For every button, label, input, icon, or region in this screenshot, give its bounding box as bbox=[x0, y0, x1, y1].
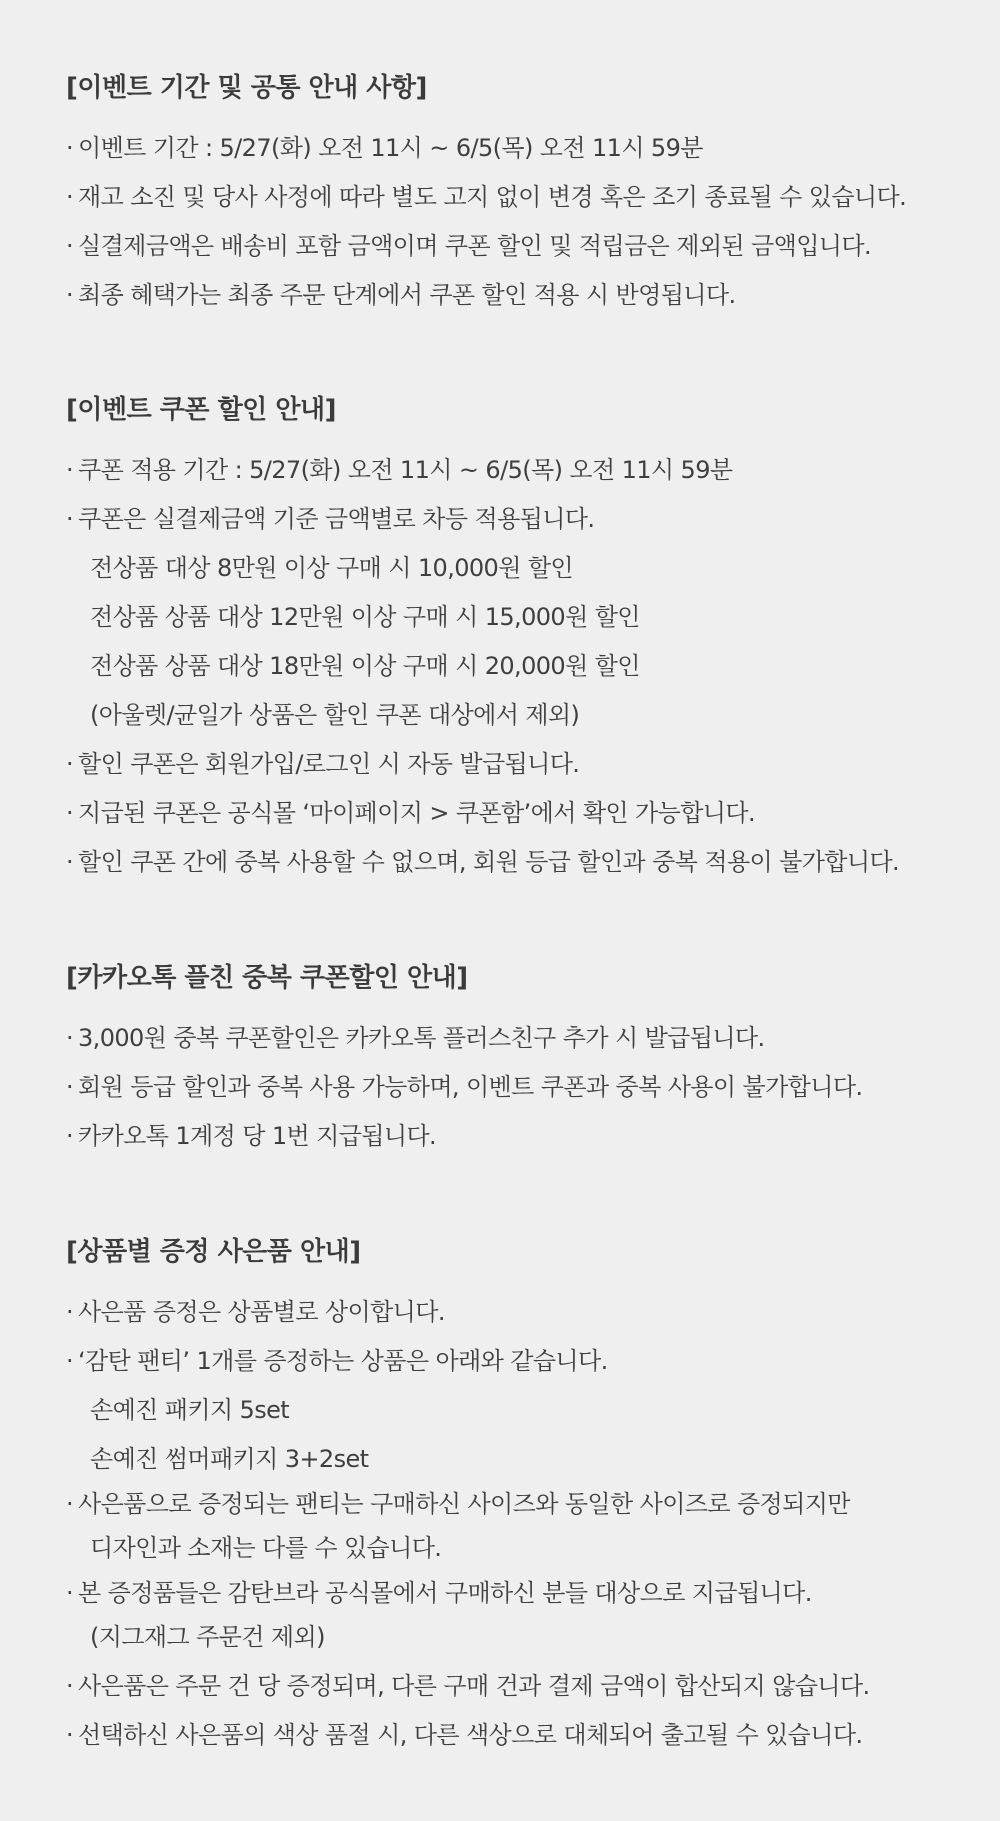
notice-continuation: 디자인과 소재는 다를 수 있습니다. bbox=[90, 1534, 442, 1562]
notice-line: · 사은품 증정은 상품별로 상이합니다. bbox=[66, 1288, 980, 1337]
section-event-coupon-notice bbox=[66, 390, 980, 887]
notice-line: · 최종 혜택가는 최종 주문 단계에서 쿠폰 할인 적용 시 반영됩니다. bbox=[66, 271, 980, 320]
bullet-icon: · bbox=[66, 505, 74, 533]
notice-line: · 실결제금액은 배송비 포함 금액이며 쿠폰 할인 및 적립금은 제외된 금액입니다. bbox=[66, 222, 980, 271]
bullet-icon: · bbox=[66, 1490, 74, 1518]
notice-subline: 전상품 상품 대상 18만원 이상 구매 시 20,000원 할인 bbox=[90, 652, 640, 680]
notice-line: · 본 증정품들은 감탄브라 공식몰에서 구매하신 분들 대상으로 지급됩니다. bbox=[66, 1573, 980, 1613]
section-title: [이벤트 기간 및 공통 안내 사항] bbox=[66, 73, 427, 103]
bullet-icon: · bbox=[66, 456, 74, 484]
notice-line: · 선택하신 사은품의 색상 품절 시, 다른 색상으로 대체되어 출고될 수 있습니다. bbox=[66, 1711, 980, 1760]
notice-line: · 3,000원 중복 쿠폰할인은 카카오톡 플러스친구 추가 시 발급됩니다. bbox=[66, 1014, 980, 1063]
section-gift-notice bbox=[66, 1232, 980, 1760]
bullet-icon: · bbox=[66, 1721, 74, 1749]
bullet-icon: · bbox=[66, 1073, 74, 1101]
notice-line: · 할인 쿠폰 간에 중복 사용할 수 없으며, 회원 등급 할인과 중복 적용이 불가합니다. bbox=[66, 838, 980, 887]
section-title: [상품별 증정 사은품 안내] bbox=[66, 1237, 361, 1267]
bullet-icon: · bbox=[66, 134, 74, 162]
notice-line: · 지급된 쿠폰은 공식몰 ‘마이페이지 > 쿠폰함’에서 확인 가능합니다. bbox=[66, 789, 980, 838]
bullet-icon: · bbox=[66, 750, 74, 778]
bullet-icon: · bbox=[66, 232, 74, 260]
notice-line: · 할인 쿠폰은 회원가입/로그인 시 자동 발급됩니다. bbox=[66, 740, 980, 789]
bullet-icon: · bbox=[66, 1347, 74, 1375]
section-event-common-notice bbox=[66, 68, 980, 320]
notice-continuation: (지그재그 주문건 제외) bbox=[90, 1623, 325, 1651]
section-title: [이벤트 쿠폰 할인 안내] bbox=[66, 395, 336, 425]
bullet-icon: · bbox=[66, 281, 74, 309]
bullet-icon: · bbox=[66, 183, 74, 211]
notice-line: · 사은품으로 증정되는 팬티는 구매하신 사이즈와 동일한 사이즈로 증정되지만 bbox=[66, 1484, 980, 1524]
notice-subline: (아울렛/균일가 상품은 할인 쿠폰 대상에서 제외) bbox=[90, 701, 580, 729]
bullet-icon: · bbox=[66, 799, 74, 827]
bullet-icon: · bbox=[66, 1579, 74, 1607]
notice-line: · 이벤트 기간 : 5/27(화) 오전 11시 ~ 6/5(목) 오전 11시 59분 bbox=[66, 124, 980, 173]
notice-subline: 전상품 대상 8만원 이상 구매 시 10,000원 할인 bbox=[90, 554, 574, 582]
bullet-icon: · bbox=[66, 848, 74, 876]
notice-line: · 쿠폰은 실결제금액 기준 금액별로 차등 적용됩니다. bbox=[66, 495, 980, 544]
bullet-icon: · bbox=[66, 1122, 74, 1150]
notice-subline: 손예진 썸머패키지 3+2set bbox=[90, 1445, 369, 1473]
notice-subline: 손예진 패키지 5set bbox=[90, 1396, 290, 1424]
section-title: [카카오톡 플친 중복 쿠폰할인 안내] bbox=[66, 963, 468, 993]
bullet-icon: · bbox=[66, 1298, 74, 1326]
notice-subline: 전상품 상품 대상 12만원 이상 구매 시 15,000원 할인 bbox=[90, 603, 640, 631]
notice-line: · 재고 소진 및 당사 사정에 따라 별도 고지 없이 변경 혹은 조기 종료될 수 있습니다. bbox=[66, 173, 980, 222]
notice-line: · ‘감탄 팬티’ 1개를 증정하는 상품은 아래와 같습니다. bbox=[66, 1337, 980, 1386]
bullet-icon: · bbox=[66, 1672, 74, 1700]
notice-line: · 사은품은 주문 건 당 증정되며, 다른 구매 건과 결제 금액이 합산되지 않습니다. bbox=[66, 1662, 980, 1711]
notice-line: · 카카오톡 1계정 당 1번 지급됩니다. bbox=[66, 1112, 980, 1161]
notice-line: · 쿠폰 적용 기간 : 5/27(화) 오전 11시 ~ 6/5(목) 오전 11시 59분 bbox=[66, 446, 980, 495]
section-kakaotalk-coupon-notice bbox=[66, 958, 980, 1161]
notice-line: · 회원 등급 할인과 중복 사용 가능하며, 이벤트 쿠폰과 중복 사용이 불가합니다. bbox=[66, 1063, 980, 1112]
bullet-icon: · bbox=[66, 1024, 74, 1052]
